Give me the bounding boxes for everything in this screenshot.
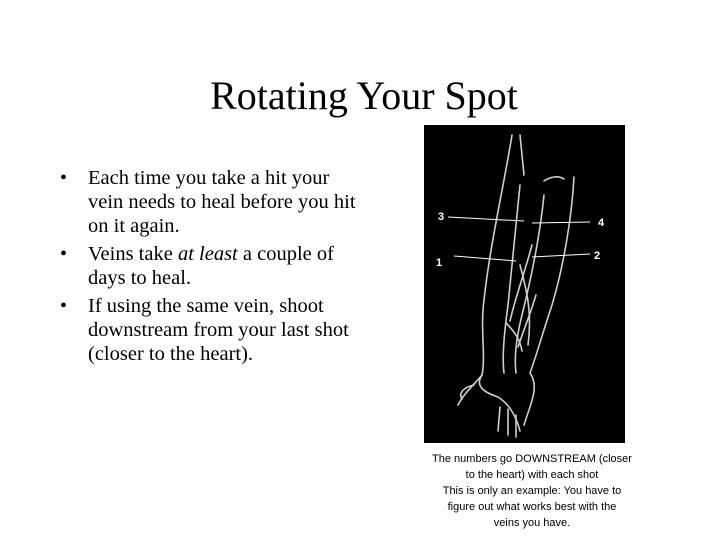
vein-label-4: 4: [598, 217, 605, 229]
hand-outline: [479, 375, 520, 431]
caption-line: This is only an example: You have to: [442, 485, 622, 497]
caption-line: to the heart) with each shot: [465, 469, 599, 481]
bullet-text-before: Veins take: [88, 243, 178, 265]
leader-line-1: [454, 256, 516, 261]
bullet-text: Each time you take a hit your vein needs to heal before you hit on it again.: [88, 167, 356, 237]
image-caption: [432, 451, 632, 531]
bullet-emphasis: at least: [177, 243, 238, 265]
bullet-icon: •: [60, 243, 68, 265]
arm-outline: [524, 177, 574, 425]
vein-label-3: 3: [438, 211, 445, 223]
bullet-text-after: a couple of days to heal.: [88, 243, 334, 289]
bullet-text: If using the same vein, shoot downstream from your last shot (closer to the heart).: [88, 295, 349, 365]
vein-label-1: 1: [436, 257, 443, 269]
bullet-icon: •: [60, 167, 68, 189]
leader-line-3: [448, 217, 524, 221]
caption-line: veins you have.: [493, 517, 571, 529]
bullet-item: [60, 242, 360, 290]
bullet-list: [60, 166, 360, 370]
vein: [503, 185, 520, 373]
vein-label-2: 2: [594, 250, 601, 262]
slide-title: Rotating Your Spot: [210, 73, 518, 118]
arm-vein-illustration: [424, 125, 625, 443]
caption-line: The numbers go DOWNSTREAM (closer: [432, 453, 632, 465]
bullet-icon: •: [60, 295, 68, 317]
leader-line-2: [532, 254, 590, 257]
bullet-item: [60, 294, 360, 366]
bullet-item: [60, 166, 360, 238]
caption-line: figure out what works best with the: [447, 501, 617, 513]
